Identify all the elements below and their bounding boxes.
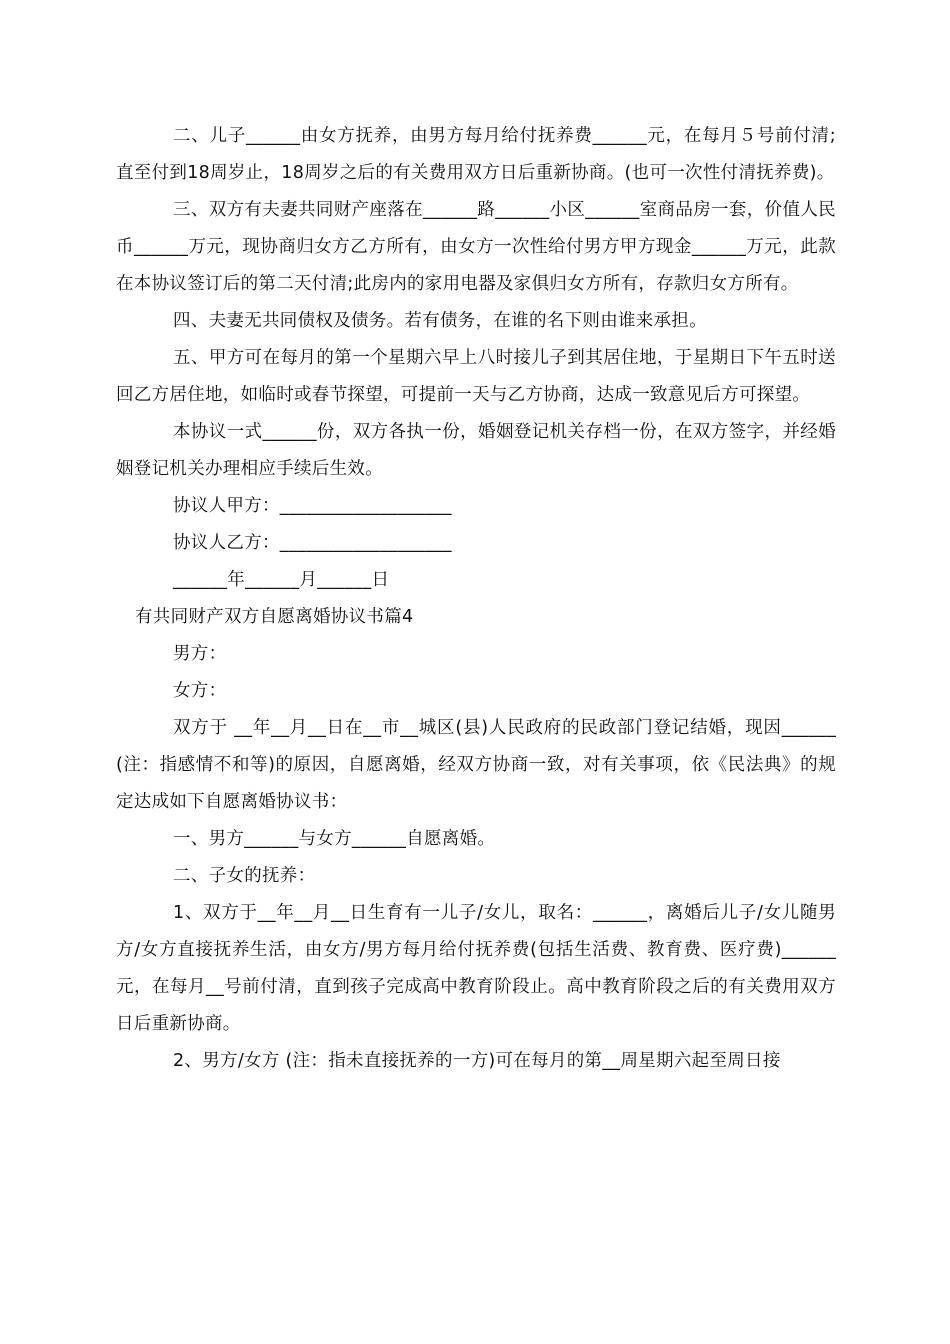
clause-son-custody: 二、儿子______由女方抚养，由男方每月给付抚养费______元，在每月５号前付清;直至付到18周岁止，18周岁之后的有关费用双方日后重新协商。(也可一次性付清抚养费)。 — [116, 126, 836, 183]
clause-child-support: 1、双方于__年__月__日生育有一儿子/女儿，取名：______，离婚后儿子/女儿随男方/女方直接抚养生活，由女方/男方每月给付抚养费(包括生活费、教育费、医疗费)______元，在每月__号前付清，直到孩子完成高中教育阶段止。高中教育阶段之后的有关费用双方日后重新协商。 — [116, 903, 836, 1034]
clause-visitation: 五、甲方可在每月的第一个星期六早上八时接儿子到其居住地，于星期日下午五时送回乙方居住地，如临时或春节探望，可提前一天与乙方协商，达成一致意见后方可探望。 — [116, 348, 836, 405]
signature-party-b: 协议人乙方：___________________ — [173, 533, 452, 553]
clause-voluntary-divorce: 一、男方______与女方______自愿离婚。 — [173, 829, 496, 849]
clause-child-custody-title: 二、子女的抚养： — [173, 866, 316, 886]
section-heading: 有共同财产双方自愿离婚协议书篇4 — [135, 607, 414, 627]
clause-visitation-rights: 2、男方/女方 (注：指未直接抚养的一方)可在每月的第__周星期六起至周日接 — [173, 1051, 781, 1071]
clause-debts: 四、夫妻无共同债权及债务。若有债务，在谁的名下则由谁来承担。 — [173, 311, 707, 331]
signature-date: ______年______月______日 — [173, 570, 390, 590]
marriage-registration-paragraph: 双方于 __年__月__日在__市__城区(县)人民政府的民政部门登记结婚，现因______(注：指感情不和等)的原因，自愿离婚，经双方协商一致，对有关事项，依《民法典》的规定达成如下自愿离婚协议书： — [116, 718, 836, 812]
female-party-label: 女方： — [173, 681, 227, 701]
agreement-copies-clause: 本协议一式______份，双方各执一份，婚姻登记机关存档一份，在双方签字，并经婚姻登记机关办理相应手续后生效。 — [116, 422, 836, 479]
document-body — [116, 118, 836, 1080]
signature-party-a: 协议人甲方：___________________ — [173, 496, 452, 516]
male-party-label: 男方： — [173, 644, 227, 664]
clause-joint-property: 三、双方有夫妻共同财产座落在______路______小区______室商品房一套，价值人民币______万元，现协商归女方乙方所有，由女方一次性给付男方甲方现金______万元，此款在本协议签订后的第二天付清;此房内的家用电器及家俱归女方所有，存款归女方所有。 — [116, 200, 836, 294]
